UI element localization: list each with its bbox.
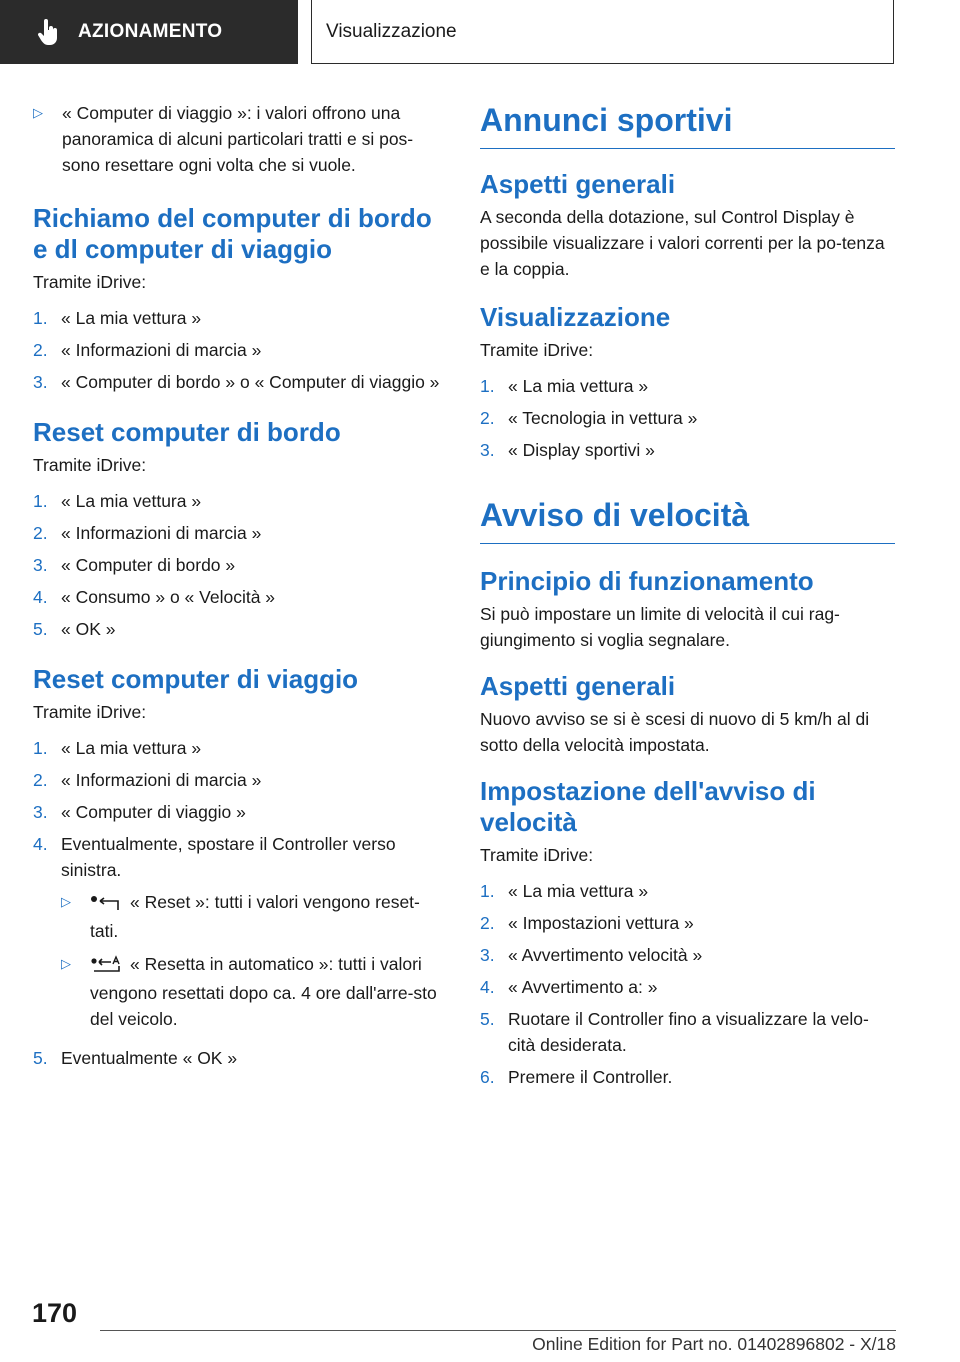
hand-pointer-icon xyxy=(38,19,64,45)
list-item: 3. « Computer di viaggio » xyxy=(33,802,246,822)
list-item: 4. « Avvertimento a: » xyxy=(480,977,658,997)
section-tab xyxy=(0,0,298,64)
section-heading: Aspetti generali xyxy=(480,671,676,701)
list-item: 1. « La mia vettura » xyxy=(480,881,649,901)
list-item: 3. « Display sportivi » xyxy=(480,440,655,460)
section-heading: Impostazione dell'avviso di velocità xyxy=(480,776,816,837)
step-list xyxy=(33,488,443,642)
sub-bullet-item: ▷ « Resetta in automatico »: tutti i valori vengono resettati dopo ca. 4 ore dall'arre-sto del veicolo. xyxy=(61,951,443,1032)
section-intro: Tramite iDrive: xyxy=(480,845,594,865)
section-heading: Reset computer di viaggio xyxy=(33,664,359,694)
list-item: 2. « Informazioni di marcia » xyxy=(33,770,262,790)
list-item: 2. « Impostazioni vettura » xyxy=(480,913,694,933)
topic-title: Visualizzazione xyxy=(311,0,894,64)
reset-icon xyxy=(90,892,122,918)
list-item: 1. « La mia vettura » xyxy=(33,308,202,328)
list-item: 2. « Tecnologia in vettura » xyxy=(480,408,698,428)
triangle-bullet-icon: ▷ xyxy=(33,105,43,120)
triangle-bullet-icon: ▷ xyxy=(61,956,71,971)
list-item: 1. « La mia vettura » xyxy=(33,491,202,511)
list-item: 2. « Informazioni di marcia » xyxy=(33,340,262,360)
section-heading: Visualizzazione xyxy=(480,302,671,332)
section-intro: Tramite iDrive: xyxy=(480,340,594,360)
step-list xyxy=(480,878,895,1090)
sub-bullet-item: ▷ « Reset »: tutti i valori vengono reset-tati. xyxy=(61,889,443,944)
list-item: 5. Eventualmente « OK » xyxy=(33,1048,238,1068)
section-intro: Tramite iDrive: xyxy=(33,702,147,722)
auto-reset-icon xyxy=(90,954,122,980)
section-heading: Principio di funzionamento xyxy=(480,566,814,596)
list-item: 3. « Computer di bordo » xyxy=(33,555,236,575)
list-item: 1. « La mia vettura » xyxy=(480,376,649,396)
list-item: 4. « Consumo » o « Velocità » xyxy=(33,587,276,607)
list-item: 3. « Avvertimento velocità » xyxy=(480,945,703,965)
list-item: 1. « La mia vettura » xyxy=(33,738,202,758)
bullet-text: « Computer di viaggio »: i valori offrono una panoramica di alcuni particolari tratti e si pos-sono resettare ogni volta che si vuole. xyxy=(62,103,414,175)
list-item: 5. « OK » xyxy=(33,619,116,639)
section-intro: Tramite iDrive: xyxy=(33,272,147,292)
list-item: 2. « Informazioni di marcia » xyxy=(33,523,262,543)
right-column xyxy=(480,100,895,1090)
left-column xyxy=(33,100,443,1071)
triangle-bullet-icon: ▷ xyxy=(61,894,71,909)
section-title: AZIONAMENTO xyxy=(78,21,223,42)
paragraph: Si può impostare un limite di velocità il cui rag-giungimento si voglia segnalare. xyxy=(480,604,840,650)
chapter-heading: Avviso di velocità xyxy=(480,495,895,544)
step-list xyxy=(33,735,443,1071)
intro-bullet xyxy=(33,100,443,178)
footer-divider xyxy=(100,1330,896,1331)
section-heading: Reset computer di bordo xyxy=(33,417,341,447)
list-item: 6. Premere il Controller. xyxy=(480,1067,673,1087)
paragraph: A seconda della dotazione, sul Control Display è possibile visualizzare i valori correnti per la po-tenza e la coppia. xyxy=(480,207,885,279)
section-heading: Richiamo del computer di bordo e dl computer di viaggio xyxy=(33,203,432,264)
sub-bullet-list xyxy=(61,889,443,1032)
step-list xyxy=(480,373,895,463)
edition-note: Online Edition for Part no. 01402896802 - X/18 xyxy=(532,1334,896,1354)
page-number: 170 xyxy=(32,1298,78,1328)
list-item: 5. Ruotare il Controller fino a visualizzare la velo-cità desiderata. xyxy=(480,1009,869,1055)
paragraph: Nuovo avviso se si è scesi di nuovo di 5 km/h al di sotto della velocità impostata. xyxy=(480,709,870,755)
list-item: 3. « Computer di bordo » o « Computer di viaggio » xyxy=(33,372,440,392)
page-header xyxy=(0,0,960,66)
chapter-heading: Annunci sportivi xyxy=(480,100,895,149)
section-intro: Tramite iDrive: xyxy=(33,455,147,475)
section-heading: Aspetti generali xyxy=(480,169,676,199)
list-item: 4. Eventualmente, spostare il Controller verso sinistra. ▷ « Reset »: tutti i valori vengono reset-tati. ▷ « Resetta in automatico »: tutti i valori vengono resettati dopo ca. 4 ore dall'arre-sto del veicolo. xyxy=(33,831,443,1039)
step-list xyxy=(33,305,443,395)
